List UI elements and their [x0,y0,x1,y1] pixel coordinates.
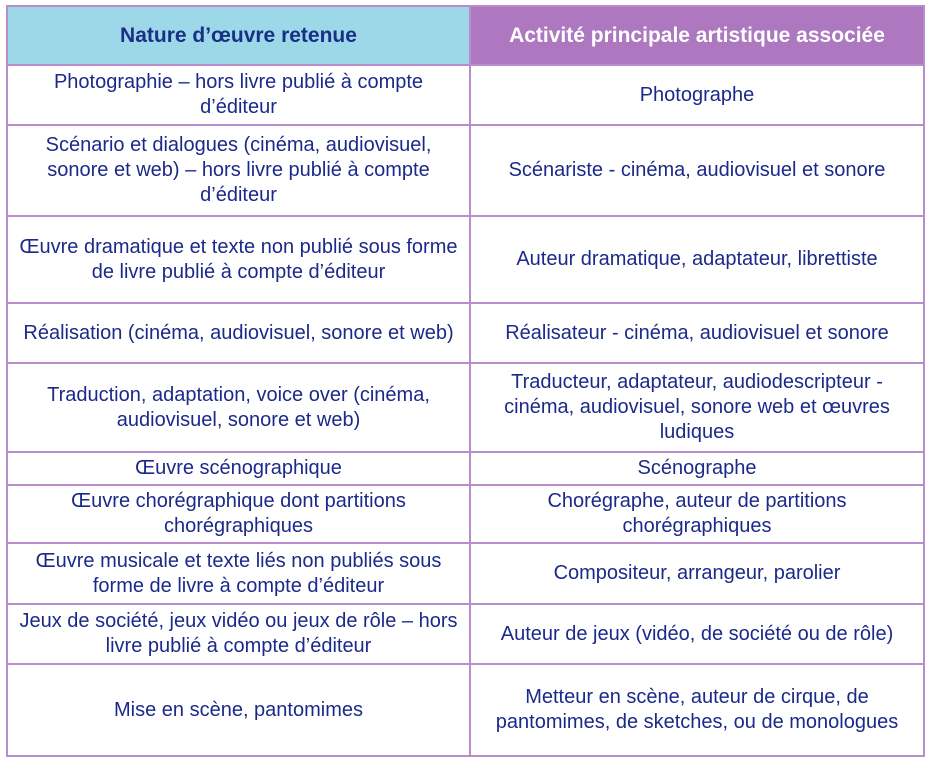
header-activite-principale: Activité principale artistique associée [470,6,924,65]
table-row [7,452,924,485]
table-row [7,216,924,303]
cell-nature: Scénario et dialogues (cinéma, audiovisuel, sonore et web) – hors livre publié à compte d’éditeur [7,125,470,216]
table-row [7,363,924,452]
table-row [7,65,924,125]
cell-nature: Mise en scène, pantomimes [7,664,470,756]
cell-activite: Scénariste - cinéma, audiovisuel et sonore [470,125,924,216]
cell-nature: Jeux de société, jeux vidéo ou jeux de rôle – hors livre publié à compte d’éditeur [7,604,470,664]
cell-nature: Réalisation (cinéma, audiovisuel, sonore et web) [7,303,470,363]
table-row [7,664,924,756]
table-row [7,303,924,363]
cell-nature: Œuvre scénographique [7,452,470,485]
table-header-row [7,6,924,65]
cell-activite: Metteur en scène, auteur de cirque, de pantomimes, de sketches, ou de monologues [470,664,924,756]
table-row [7,125,924,216]
cell-activite: Compositeur, arrangeur, parolier [470,543,924,604]
table-row [7,485,924,543]
cell-activite: Réalisateur - cinéma, audiovisuel et sonore [470,303,924,363]
cell-activite: Auteur de jeux (vidéo, de société ou de rôle) [470,604,924,664]
cell-nature: Œuvre dramatique et texte non publié sous forme de livre publié à compte d’éditeur [7,216,470,303]
oeuvre-activity-table [6,5,925,757]
header-nature-oeuvre: Nature d’œuvre retenue [7,6,470,65]
cell-activite: Scénographe [470,452,924,485]
cell-activite: Traducteur, adaptateur, audiodescripteur - cinéma, audiovisuel, sonore web et œuvres ludiques [470,363,924,452]
cell-activite: Chorégraphe, auteur de partitions chorégraphiques [470,485,924,543]
cell-nature: Photographie – hors livre publié à compte d’éditeur [7,65,470,125]
cell-activite: Auteur dramatique, adaptateur, librettiste [470,216,924,303]
table-row [7,604,924,664]
cell-nature: Œuvre musicale et texte liés non publiés sous forme de livre à compte d’éditeur [7,543,470,604]
cell-nature: Œuvre chorégraphique dont partitions chorégraphiques [7,485,470,543]
cell-activite: Photographe [470,65,924,125]
table-row [7,543,924,604]
cell-nature: Traduction, adaptation, voice over (cinéma, audiovisuel, sonore et web) [7,363,470,452]
